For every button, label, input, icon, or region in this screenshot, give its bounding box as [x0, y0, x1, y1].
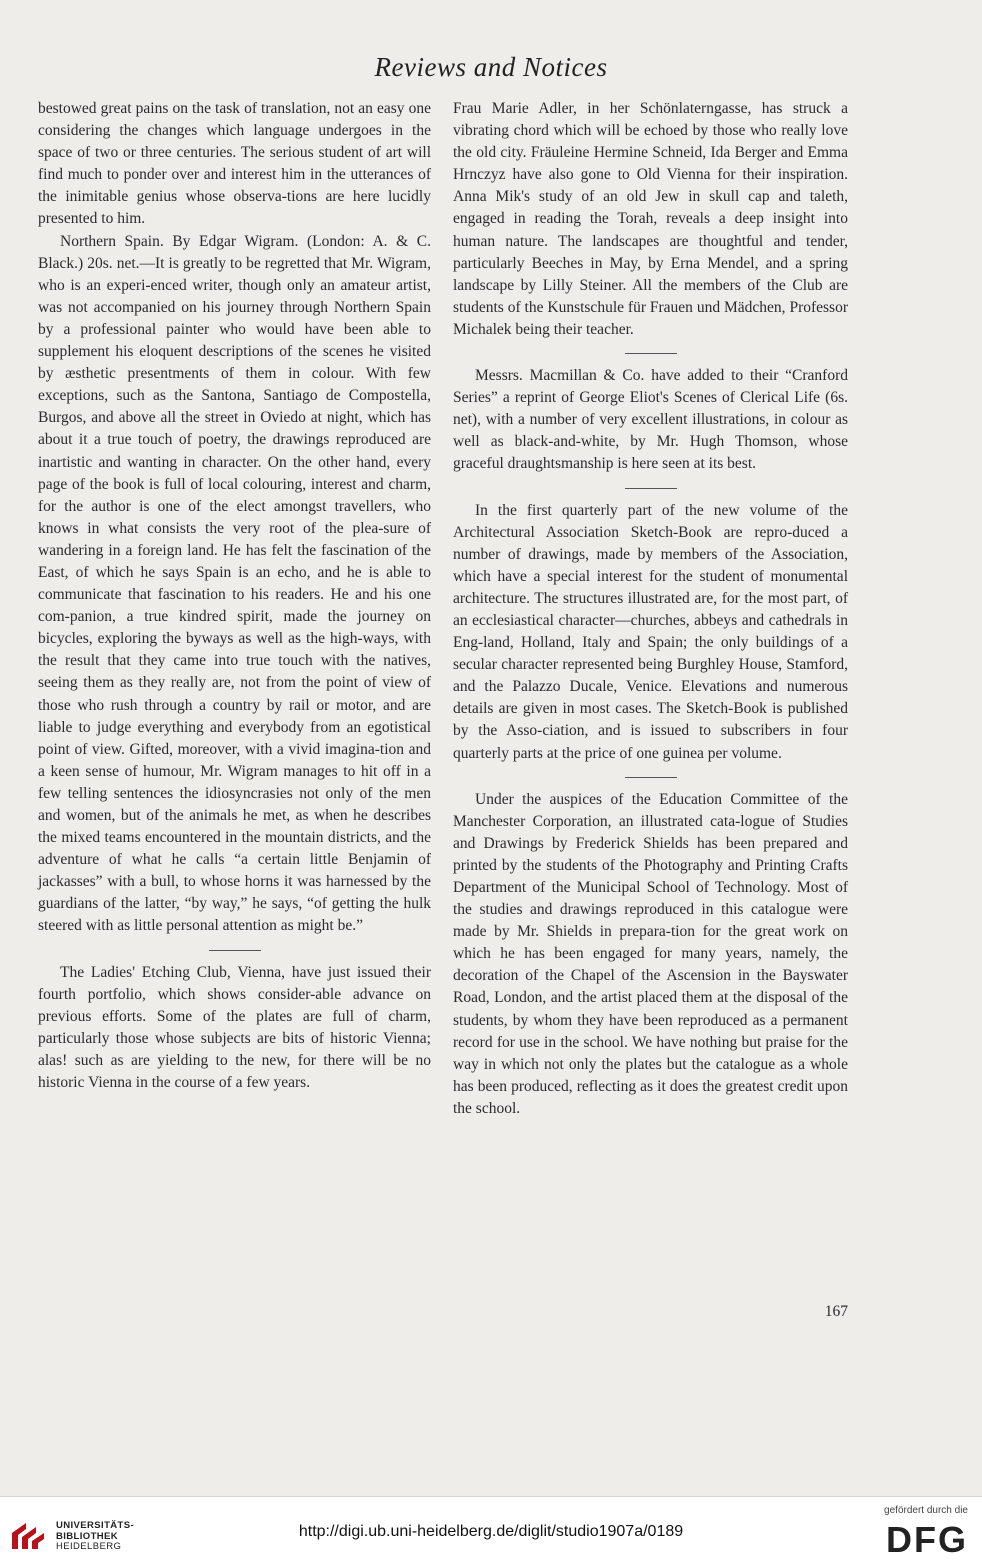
running-header: Reviews and Notices	[374, 52, 608, 82]
dfg-logo: DFG	[886, 1519, 968, 1560]
paragraph: Messrs. Macmillan & Co. have added to their “Cranford Series” a reprint of George Eliot's Scenes of Clerical Life (6s. net), with a number of very excellent illustrations, in colour as well as black-and-white, by Mr. Hugh Thomson, whose graceful draughtsmanship is here seen at its best.	[453, 367, 848, 473]
source-url-link[interactable]: http://digi.ub.uni-heidelberg.de/diglit/studio1907a/0189	[298, 1523, 684, 1540]
institution-line-3: HEIDELBERG	[56, 1541, 122, 1552]
page-number: 167	[824, 1303, 848, 1320]
funded-by-label: gefördert durch die	[884, 1505, 968, 1516]
paragraph: In the first quarterly part of the new volume of the Architectural Association Sketch-Book are repro-duced a number of drawings, made by members of the Association, which have a special interest for the student of monumental architecture. The structures illustrated are, for the most part, of an ecclesiastical character—churches, abbeys and cathedrals in Eng-land, Holland, Italy and Spain; the only buildings of a secular character represented being Burghley House, Stamford, and the Palazzo Ducale, Venice. Elevations and numerous details are given in most cases. The Sketch-Book is published by the Asso-ciation, and is issued to subscribers in four quarterly parts at the price of one guinea per volume.	[453, 501, 848, 762]
institution-line-1: UNIVERSITÄTS-	[56, 1520, 135, 1531]
paragraph: Northern Spain. By Edgar Wigram. (London: A. & C. Black.) 20s. net.—It is greatly to be regretted that Mr. Wigram, who is an experi-enced writer, though only an amateur artist, was not accompanied on his journey through Northern Spain by a professional painter who would have been able to supplement his eloquent descriptions of the scenes he visited by æsthetic presentments of them in colour. With few exceptions, such as the Santona, Santiago de Compostella, Burgos, and above all the street in Oviedo at night, which has about it a true touch of poetry, the drawings reproduced are inartistic and wanting in character. On the other hand, every page of the book is full of local colouring, interest and charm, for the author is one of the elect amongst travellers, who knows in what consists the very root of the plea-sure of wandering in a foreign land. He has felt the fascination of the East, of which he says Spain is an echo, and he is able to communicate that fascination to his readers. He and his one com-panion, a true kindred spirit, made the journey on bicycles, exploring the byways as well as the high-ways, with the result that they came into true touch with the natives, seeing them as they really are, not from the point of view of those who rush through a country by rail or motor, and are liable to judge everything and everybody from an egotistical point of view. Gifted, moreover, with a vivid imagina-tion and a keen sense of humour, Mr. Wigram manages to hit off in a few telling sentences the idiosyncrasies not only of the men and women, but of the animals he met, as when he describes the mixed teams encountered in the mountain districts, and the adventure of what he calls “a certain little Benjamin of jackasses” with a bull, to whose horns it was harnessed by the guardians of the latter, “by way,” he says, “of getting the hulk steered with as little personal attention as might be.”	[38, 232, 431, 935]
right-column	[453, 98, 848, 1120]
footer-bar	[0, 1497, 982, 1561]
section-separator	[209, 950, 261, 951]
paragraph: The Ladies' Etching Club, Vienna, have just issued their fourth portfolio, which shows consider-able advance on previous efforts. Some of the plates are full of charm, particularly those whose subjects are bits of historic Vienna; alas! such as are yielding to the new, for there will be no historic Vienna in the course of a few years.	[38, 963, 431, 1092]
institution-line-2: BIBLIOTHEK	[56, 1530, 119, 1542]
left-column	[38, 98, 431, 1094]
paragraph: Frau Marie Adler, in her Schönlaterngasse, has struck a vibrating chord which will be echoed by those who really love the old city. Fräuleine Hermine Schneid, Ida Berger and Emma Hrnczyz have also gone to Old Vienna for their inspiration. Anna Mik's study of an old Jew in skull cap and taleth, engaged in reading the Torah, reveals a deep insight into human nature. The landscapes are thoughtful and tender, particularly Beeches in May, by Erna Mendel, and a spring landscape by Lilly Steiner. All the members of the Club are students of the Kunstschule für Frauen und Mädchen, Professor Michalek being their teacher.	[453, 100, 848, 338]
paragraph: bestowed great pains on the task of translation, not an easy one considering the changes which language undergoes in the space of two or three centuries. The serious student of art will find much to ponder over and interest him in the utterances of the inimitable genius whose observa-tions are here lucidly presented to him.	[38, 100, 431, 228]
section-separator	[625, 353, 677, 354]
section-separator	[625, 488, 677, 489]
paragraph: Under the auspices of the Education Committee of the Manchester Corporation, an illustrated cata-logue of Studies and Drawings by Frederick Shields has been prepared and printed by the students of the Photography and Printing Crafts Department of the Municipal School of Technology. Most of the studies and drawings reproduced in this catalogue were made by Mr. Shields in prepara-tion for the great work on which he has been engaged for many years, namely, the decoration of the Chapel of the Ascension in the Bayswater Road, London, and the artist placed them at the disposal of the students, by whom they have been reproduced as a permanent record for use in the school. We have nothing but praise for the way in which not only the plates but the catalogue as a whole has been produced, reflecting as it does the greatest credit upon the school.	[453, 790, 848, 1117]
section-separator	[625, 777, 677, 778]
